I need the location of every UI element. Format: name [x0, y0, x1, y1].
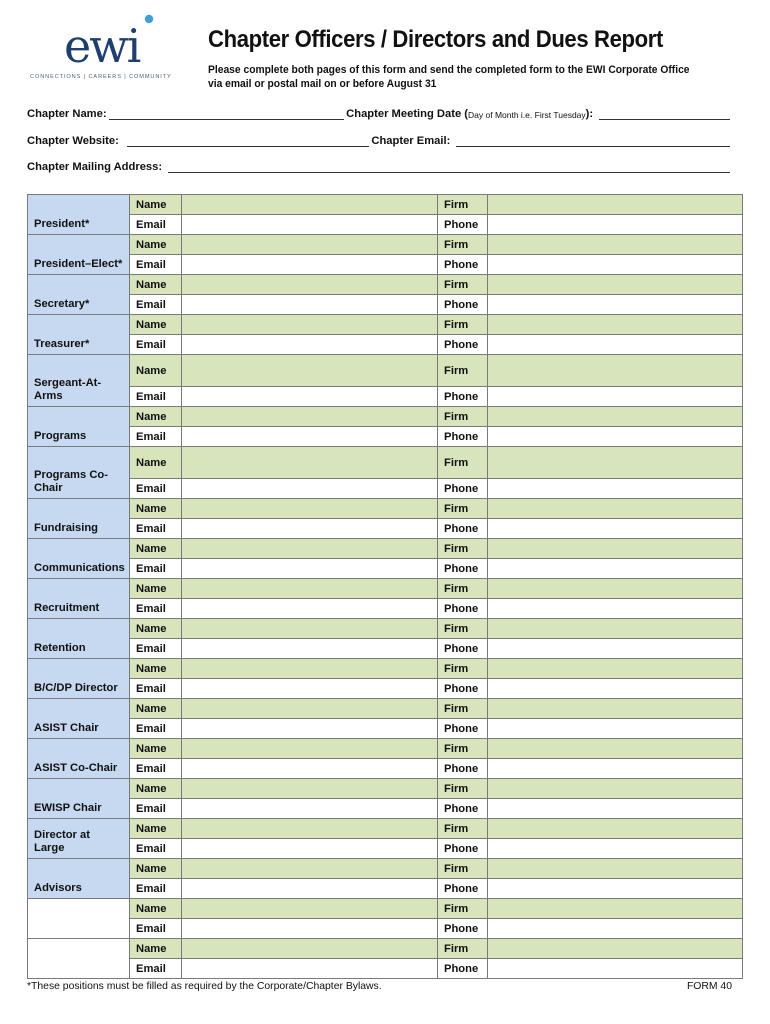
name-input[interactable] [182, 235, 438, 255]
email-label: Email [130, 799, 182, 819]
firm-input[interactable] [488, 939, 743, 959]
firm-label: Firm [438, 939, 488, 959]
email-label: Email [130, 479, 182, 499]
firm-input[interactable] [488, 859, 743, 879]
phone-label: Phone [438, 479, 488, 499]
phone-input[interactable] [488, 639, 743, 659]
officer-contact-row [28, 839, 743, 859]
instructions-line-1: Please complete both pages of this form and send the completed form to the EWI Corporate Office [208, 64, 690, 76]
chapter-name-line [27, 108, 732, 120]
phone-label: Phone [438, 295, 488, 315]
phone-input[interactable] [488, 759, 743, 779]
officer-name-row [28, 407, 743, 427]
officer-name-row [28, 579, 743, 599]
phone-input[interactable] [488, 519, 743, 539]
officer-name-row [28, 739, 743, 759]
officer-contact-row [28, 427, 743, 447]
phone-label: Phone [438, 427, 488, 447]
firm-input[interactable] [488, 739, 743, 759]
phone-input[interactable] [488, 255, 743, 275]
phone-input[interactable] [488, 215, 743, 235]
name-label: Name [130, 407, 182, 427]
name-input[interactable] [182, 447, 438, 479]
phone-input[interactable] [488, 335, 743, 355]
firm-label: Firm [438, 779, 488, 799]
name-label: Name [130, 539, 182, 559]
phone-label: Phone [438, 387, 488, 407]
firm-label: Firm [438, 195, 488, 215]
firm-label: Firm [438, 739, 488, 759]
phone-label: Phone [438, 255, 488, 275]
phone-label: Phone [438, 879, 488, 899]
email-label: Email [130, 719, 182, 739]
name-input[interactable] [182, 859, 438, 879]
firm-label: Firm [438, 659, 488, 679]
firm-label: Firm [438, 235, 488, 255]
email-label: Email [130, 639, 182, 659]
officer-name-row [28, 779, 743, 799]
name-label: Name [130, 579, 182, 599]
officer-name-row [28, 315, 743, 335]
officer-contact-row [28, 479, 743, 499]
officer-contact-row [28, 295, 743, 315]
firm-label: Firm [438, 899, 488, 919]
name-input[interactable] [182, 739, 438, 759]
email-input[interactable] [182, 215, 438, 235]
name-label: Name [130, 939, 182, 959]
email-input[interactable] [182, 479, 438, 499]
chapter-email-field[interactable] [456, 136, 730, 147]
position-label [28, 899, 130, 939]
officer-name-row [28, 859, 743, 879]
phone-input[interactable] [488, 427, 743, 447]
firm-label: Firm [438, 819, 488, 839]
name-label: Name [130, 447, 182, 479]
officer-name-row [28, 355, 743, 387]
form-number: FORM 40 [686, 981, 732, 992]
email-input[interactable] [182, 719, 438, 739]
email-label: Email [130, 919, 182, 939]
position-label: President* [28, 195, 130, 235]
logo-wordmark: ewi [64, 19, 140, 73]
email-label: Email [130, 387, 182, 407]
officer-contact-row [28, 255, 743, 275]
phone-input[interactable] [488, 799, 743, 819]
position-label: Programs Co-Chair [28, 447, 130, 499]
email-input[interactable] [182, 879, 438, 899]
chapter-name-label: Chapter Name: [27, 108, 107, 120]
phone-label: Phone [438, 215, 488, 235]
meeting-date-field[interactable] [599, 109, 730, 120]
email-input[interactable] [182, 559, 438, 579]
position-label: President–Elect* [28, 235, 130, 275]
name-label: Name [130, 779, 182, 799]
officer-contact-row [28, 719, 743, 739]
email-input[interactable] [182, 679, 438, 699]
name-input[interactable] [182, 539, 438, 559]
name-label: Name [130, 899, 182, 919]
name-label: Name [130, 355, 182, 387]
officer-contact-row [28, 599, 743, 619]
name-label: Name [130, 859, 182, 879]
officer-contact-row [28, 759, 743, 779]
firm-input[interactable] [488, 619, 743, 639]
chapter-address-field[interactable] [168, 162, 730, 173]
phone-label: Phone [438, 719, 488, 739]
email-input[interactable] [182, 639, 438, 659]
officer-name-row [28, 699, 743, 719]
phone-input[interactable] [488, 295, 743, 315]
officer-contact-row [28, 639, 743, 659]
phone-input[interactable] [488, 387, 743, 407]
phone-label: Phone [438, 959, 488, 979]
chapter-name-field[interactable] [109, 109, 345, 120]
officers-table-body [28, 195, 743, 979]
officer-contact-row [28, 679, 743, 699]
email-label: Email [130, 519, 182, 539]
officer-contact-row [28, 959, 743, 979]
name-label: Name [130, 315, 182, 335]
phone-label: Phone [438, 599, 488, 619]
position-label: ASIST Co-Chair [28, 739, 130, 779]
position-label: Retention [28, 619, 130, 659]
firm-label: Firm [438, 315, 488, 335]
phone-input[interactable] [488, 599, 743, 619]
phone-label: Phone [438, 335, 488, 355]
chapter-website-label: Chapter Website: [27, 135, 119, 147]
officer-contact-row [28, 335, 743, 355]
name-input[interactable] [182, 579, 438, 599]
email-input[interactable] [182, 959, 438, 979]
phone-input[interactable] [488, 879, 743, 899]
position-label: Director at Large [28, 819, 130, 859]
phone-label: Phone [438, 839, 488, 859]
officer-name-row [28, 235, 743, 255]
phone-input[interactable] [488, 479, 743, 499]
officers-table [27, 194, 743, 979]
email-label: Email [130, 959, 182, 979]
position-label: Sergeant-At-Arms [28, 355, 130, 407]
email-label: Email [130, 215, 182, 235]
position-label: Recruitment [28, 579, 130, 619]
phone-input[interactable] [488, 959, 743, 979]
firm-input[interactable] [488, 447, 743, 479]
chapter-website-line [27, 135, 732, 147]
chapter-website-field[interactable] [127, 136, 370, 147]
firm-input[interactable] [488, 899, 743, 919]
officer-name-row [28, 195, 743, 215]
phone-input[interactable] [488, 839, 743, 859]
email-input[interactable] [182, 519, 438, 539]
name-input[interactable] [182, 355, 438, 387]
email-input[interactable] [182, 599, 438, 619]
officer-contact-row [28, 387, 743, 407]
email-label: Email [130, 759, 182, 779]
position-label: Fundraising [28, 499, 130, 539]
name-input[interactable] [182, 699, 438, 719]
officer-name-row [28, 499, 743, 519]
name-label: Name [130, 499, 182, 519]
firm-input[interactable] [488, 579, 743, 599]
phone-input[interactable] [488, 679, 743, 699]
position-label: Advisors [28, 859, 130, 899]
name-label: Name [130, 275, 182, 295]
firm-label: Firm [438, 539, 488, 559]
name-label: Name [130, 619, 182, 639]
name-input[interactable] [182, 619, 438, 639]
position-label: B/C/DP Director [28, 659, 130, 699]
firm-input[interactable] [488, 779, 743, 799]
logo-tagline: CONNECTIONS | CAREERS | COMMUNITY [30, 74, 172, 80]
name-label: Name [130, 819, 182, 839]
name-input[interactable] [182, 275, 438, 295]
phone-label: Phone [438, 919, 488, 939]
name-label: Name [130, 659, 182, 679]
name-label: Name [130, 699, 182, 719]
firm-label: Firm [438, 275, 488, 295]
email-label: Email [130, 839, 182, 859]
email-input[interactable] [182, 919, 438, 939]
officer-name-row [28, 659, 743, 679]
firm-input[interactable] [488, 819, 743, 839]
email-input[interactable] [182, 335, 438, 355]
meeting-date-hint: Day of Month i.e. First Tuesday [468, 110, 586, 120]
email-label: Email [130, 879, 182, 899]
position-label: EWISP Chair [28, 779, 130, 819]
email-input[interactable] [182, 839, 438, 859]
email-label: Email [130, 599, 182, 619]
officer-name-row [28, 819, 743, 839]
name-label: Name [130, 235, 182, 255]
name-input[interactable] [182, 899, 438, 919]
firm-input[interactable] [488, 539, 743, 559]
firm-input[interactable] [488, 275, 743, 295]
email-label: Email [130, 255, 182, 275]
officer-contact-row [28, 559, 743, 579]
email-input[interactable] [182, 759, 438, 779]
email-input[interactable] [182, 799, 438, 819]
firm-label: Firm [438, 499, 488, 519]
bylaws-footnote: *These positions must be filled as required by the Corporate/Chapter Bylaws. [27, 981, 382, 992]
email-input[interactable] [182, 255, 438, 275]
firm-input[interactable] [488, 659, 743, 679]
phone-label: Phone [438, 759, 488, 779]
name-label: Name [130, 195, 182, 215]
position-label: ASIST Chair [28, 699, 130, 739]
firm-input[interactable] [488, 355, 743, 387]
officer-contact-row [28, 879, 743, 899]
email-label: Email [130, 559, 182, 579]
officer-name-row [28, 899, 743, 919]
officer-name-row [28, 275, 743, 295]
name-input[interactable] [182, 195, 438, 215]
firm-label: Firm [438, 407, 488, 427]
phone-label: Phone [438, 799, 488, 819]
chapter-email-label: Chapter Email: [371, 135, 451, 147]
officer-name-row [28, 619, 743, 639]
instructions-line-2: via email or postal mail on or before August 31 [208, 78, 437, 90]
officer-name-row [28, 447, 743, 479]
firm-label: Firm [438, 355, 488, 387]
email-input[interactable] [182, 295, 438, 315]
officer-contact-row [28, 799, 743, 819]
position-label [28, 939, 130, 979]
firm-input[interactable] [488, 699, 743, 719]
name-input[interactable] [182, 407, 438, 427]
firm-input[interactable] [488, 407, 743, 427]
officer-name-row [28, 539, 743, 559]
name-input[interactable] [182, 939, 438, 959]
email-label: Email [130, 427, 182, 447]
position-label: Programs [28, 407, 130, 447]
chapter-address-label: Chapter Mailing Address: [27, 161, 163, 173]
firm-input[interactable] [488, 315, 743, 335]
firm-label: Firm [438, 859, 488, 879]
email-label: Email [130, 295, 182, 315]
name-label: Name [130, 739, 182, 759]
name-input[interactable] [182, 315, 438, 335]
name-input[interactable] [182, 819, 438, 839]
name-input[interactable] [182, 499, 438, 519]
phone-label: Phone [438, 519, 488, 539]
meeting-date-close: ): [585, 108, 594, 120]
firm-label: Firm [438, 579, 488, 599]
firm-label: Firm [438, 699, 488, 719]
firm-input[interactable] [488, 195, 743, 215]
position-label: Treasurer* [28, 315, 130, 355]
name-input[interactable] [182, 659, 438, 679]
email-input[interactable] [182, 387, 438, 407]
meeting-date-label: Chapter Meeting Date ( [346, 108, 469, 120]
firm-label: Firm [438, 619, 488, 639]
firm-input[interactable] [488, 499, 743, 519]
email-label: Email [130, 679, 182, 699]
phone-label: Phone [438, 559, 488, 579]
instructions [208, 63, 705, 91]
phone-input[interactable] [488, 919, 743, 939]
chapter-address-line [27, 161, 732, 173]
position-label: Secretary* [28, 275, 130, 315]
logo-dot [145, 15, 153, 23]
officer-contact-row [28, 519, 743, 539]
officer-name-row [28, 939, 743, 959]
firm-label: Firm [438, 447, 488, 479]
officer-contact-row [28, 215, 743, 235]
phone-input[interactable] [488, 719, 743, 739]
phone-input[interactable] [488, 559, 743, 579]
position-label: Communications [28, 539, 130, 579]
email-label: Email [130, 335, 182, 355]
name-input[interactable] [182, 779, 438, 799]
phone-label: Phone [438, 639, 488, 659]
officer-contact-row [28, 919, 743, 939]
phone-label: Phone [438, 679, 488, 699]
email-input[interactable] [182, 427, 438, 447]
firm-input[interactable] [488, 235, 743, 255]
page-title: Chapter Officers / Directors and Dues Report [208, 26, 663, 53]
